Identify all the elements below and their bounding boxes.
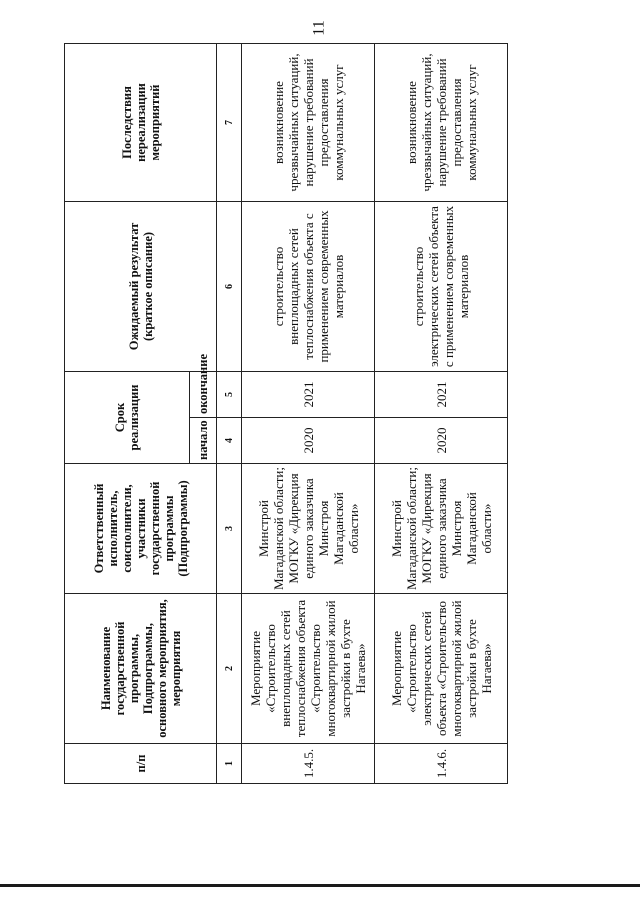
cell-name: Мероприятие «Строительство внеплощадных сетей теплоснабжения объекта «Строительство многоквартирной жилой застройки в бухте Нагаева» [242,594,375,744]
table-header-row [65,43,190,783]
program-activities-table [64,43,508,784]
header-num: п/п [65,744,217,784]
column-number: 4 [217,418,242,464]
cell-end: 2021 [375,371,508,417]
column-number: 2 [217,594,242,744]
column-number: 5 [217,371,242,417]
cell-start: 2020 [375,418,508,464]
cell-result: строительство внеплощадных сетей теплоснабжения объекта с применением современных материалов [242,201,375,371]
cell-result: строительство электрических сетей объекта с применением современных материалов [375,201,508,371]
header-result: Ожидаемый результат (краткое описание) [65,201,217,371]
cell-start: 2020 [242,418,375,464]
page-number: 11 [311,20,328,36]
rotated-table-container [64,44,504,784]
header-responsible: Ответственный исполнитель, соисполнители, участники государственной программы (Подпрограммы) [65,464,217,594]
cell-consequences: возникновение чрезвычайных ситуаций, нарушение требований предоставления коммунальных услуг [242,43,375,201]
column-number: 7 [217,43,242,201]
table-row [375,43,508,783]
column-number: 3 [217,464,242,594]
cell-responsible: Минстрой Магаданской области; МОГКУ «Дирекция единого заказчика Минстроя Магаданской области» [375,464,508,594]
cell-num: 1.4.6. [375,744,508,784]
column-number: 6 [217,201,242,371]
header-name: Наименование государственной программы, Подпрограммы, основного мероприятия, мероприятия [65,594,217,744]
column-numbers-row [217,43,242,783]
header-consequences: Последствия нереализации мероприятий [65,43,217,201]
header-period: Срок реализации [65,371,190,463]
scan-edge-line [0,884,640,887]
cell-consequences: возникновение чрезвычайных ситуаций, нарушение требований предоставления коммунальных услуг [375,43,508,201]
cell-end: 2021 [242,371,375,417]
table-row [242,43,375,783]
cell-name: Мероприятие «Строительство электрических сетей объекта «Строительство многоквартирной жилой застройки в бухте Нагаева» [375,594,508,744]
header-end: окончание [190,371,217,417]
header-start: начало [190,418,217,464]
cell-num: 1.4.5. [242,744,375,784]
column-number: 1 [217,744,242,784]
cell-responsible: Минстрой Магаданской области; МОГКУ «Дирекция единого заказчика Минстроя Магаданской области» [242,464,375,594]
